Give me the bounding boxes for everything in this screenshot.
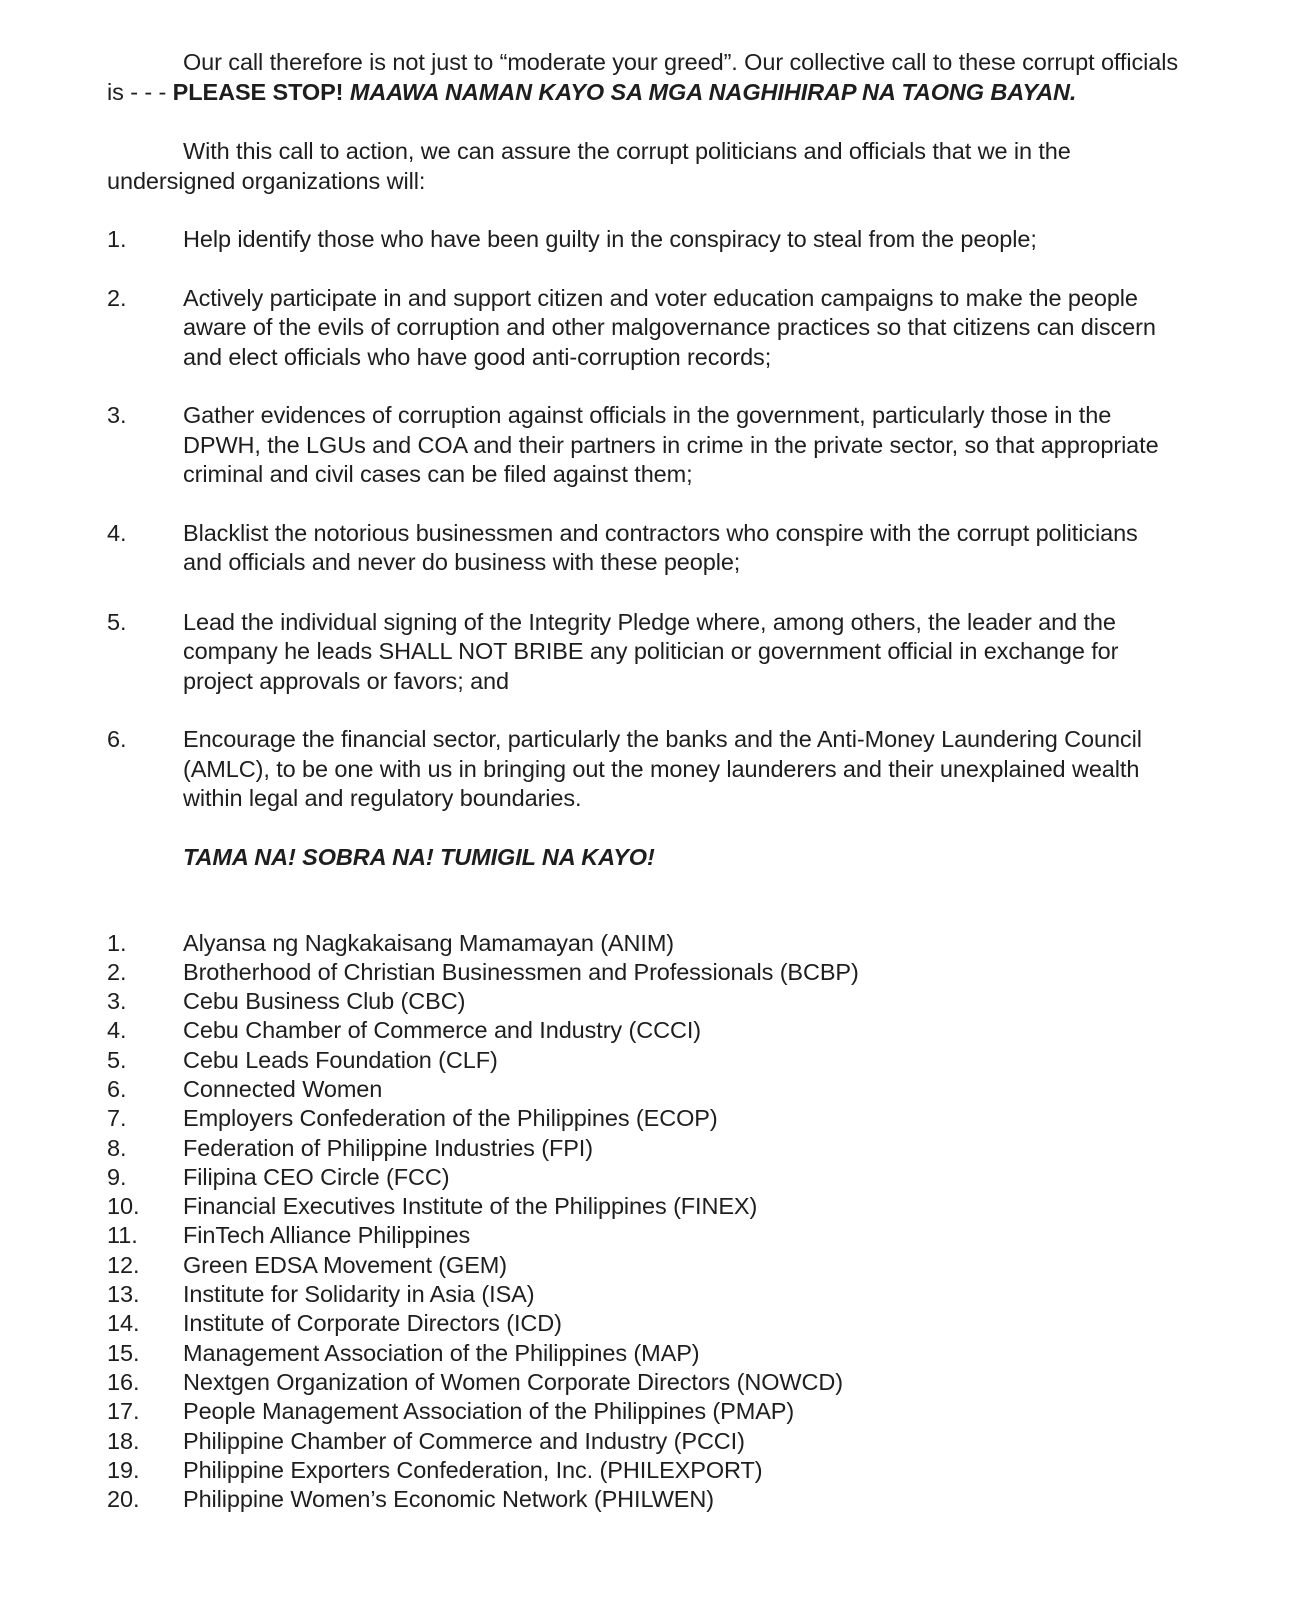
signatory-name: Management Association of the Philippines (MAP) [183,1339,700,1366]
signatory-number: 18. [107,1427,140,1454]
signatory-number: 16. [107,1368,140,1395]
signatory-number: 4. [107,1017,127,1044]
pledge-item-5 [107,608,1187,697]
signatory-number: 17. [107,1398,140,1425]
signatory-name: Alyansa ng Nagkakaisang Mamamayan (ANIM) [183,929,675,956]
signatory-number: 19. [107,1456,140,1483]
signatory-item [107,1251,1187,1280]
intro-paragraph-2: With this call to action, we can assure the corrupt politicians and officials that we in the undersigned organizations will: [107,138,1071,194]
signatory-item [107,987,1187,1016]
pledge-text: Blacklist the notorious businessmen and contractors who conspire with the corrupt politicians and officials and never do business with these people; [183,519,1138,575]
signatory-item [107,1368,1187,1397]
document-page [107,48,1187,1514]
signatory-name: Philippine Women’s Economic Network (PHILWEN) [183,1486,714,1513]
signatory-number: 10. [107,1193,140,1220]
signatory-name: Institute for Solidarity in Asia (ISA) [183,1281,535,1308]
signatory-number: 3. [107,988,127,1015]
pledge-text: Gather evidences of corruption against officials in the government, particularly those in the DPWH, the LGUs and COA and their partners in crime in the private sector, so that appropriate criminal and civil cases can be filed against them; [183,402,1159,487]
signatory-name: Connected Women [183,1075,383,1102]
signatory-item [107,1163,1187,1192]
signatory-number: 9. [107,1163,127,1190]
signatory-item [107,1456,1187,1485]
signatory-name: Nextgen Organization of Women Corporate Directors (NOWCD) [183,1368,843,1395]
signatory-number: 6. [107,1075,127,1102]
pledge-number: 2. [107,284,127,311]
intro-paragraph-1 [107,48,1187,107]
pledge-number: 1. [107,226,127,252]
signatory-item [107,1016,1187,1045]
pledge-number: 6. [107,726,127,752]
signatory-number: 13. [107,1281,140,1308]
pledge-item-6 [107,725,1187,814]
signatory-name: Employers Confederation of the Philippines (ECOP) [183,1105,718,1132]
maawa-naman-text: MAAWA NAMAN KAYO SA MGA NAGHIHIRAP NA TAONG BAYAN. [349,78,1077,105]
slogan: TAMA NA! SOBRA NA! TUMIGIL NA KAYO! [183,843,655,870]
pledge-text: Actively participate in and support citizen and voter education campaigns to make the people aware of the evils of corruption and other malgovernance practices so that citizens can discern and elect officials who have good anti-corruption records; [183,284,1156,370]
signatory-name: Cebu Business Club (CBC) [183,988,466,1015]
signatory-number: 20. [107,1486,140,1513]
signatory-item [107,1309,1187,1338]
signatory-name: People Management Association of the Philippines (PMAP) [183,1398,795,1425]
signatory-name: Brotherhood of Christian Businessmen and Professionals (BCBP) [183,958,859,985]
pledge-number: 3. [107,402,127,428]
signatory-item [107,1104,1187,1133]
pledge-item-3 [107,401,1187,490]
signatory-name: Cebu Chamber of Commerce and Industry (CCCI) [183,1017,702,1044]
please-stop-text: PLEASE STOP! [172,78,350,105]
pledge-text: Help identify those who have been guilty in the conspiracy to steal from the people; [183,226,1037,252]
signatory-item [107,1397,1187,1426]
signatory-item [107,1339,1187,1368]
signatory-item [107,929,1187,958]
signatory-item [107,1485,1187,1514]
signatory-name: Green EDSA Movement (GEM) [183,1251,507,1278]
pledge-list [107,225,1187,814]
signatory-number: 8. [107,1134,127,1161]
signatory-name: Cebu Leads Foundation (CLF) [183,1046,498,1073]
signatory-item [107,1192,1187,1221]
signatory-number: 1. [107,929,127,956]
signatory-name: Philippine Chamber of Commerce and Industry (PCCI) [183,1427,745,1454]
signatory-name: Financial Executives Institute of the Philippines (FINEX) [183,1193,758,1220]
signatory-name: FinTech Alliance Philippines [183,1222,471,1249]
signatory-name: Institute of Corporate Directors (ICD) [183,1310,562,1337]
signatory-item [107,1280,1187,1309]
pledge-text: Lead the individual signing of the Integrity Pledge where, among others, the leader and the company he leads SHALL NOT BRIBE any politician or government official in exchange for project approvals or favors; and [183,608,1119,694]
signatory-name: Federation of Philippine Industries (FPI) [183,1134,593,1161]
pledge-text: Encourage the financial sector, particularly the banks and the Anti-Money Laundering Council (AMLC), to be one with us in bringing out the money launderers and their unexplained wealth within legal and regulatory boundaries. [183,726,1142,811]
signatory-number: 7. [107,1105,127,1132]
signatory-number: 5. [107,1046,127,1073]
pledge-item-1 [107,225,1187,255]
signatory-list [107,929,1187,1515]
signatory-number: 12. [107,1251,140,1278]
signatory-number: 11. [107,1222,138,1249]
pledge-item-2 [107,284,1187,373]
signatory-name: Filipina CEO Circle (FCC) [183,1163,450,1190]
intro-paragraph-1-plain: Our call therefore is not just to “moderate your greed”. Our collective call to these corrupt officials is - - - [107,49,1178,105]
signatory-item [107,958,1187,987]
signatory-name: Philippine Exporters Confederation, Inc. (PHILEXPORT) [183,1456,763,1483]
signatory-number: 15. [107,1339,140,1366]
signatory-item [107,1221,1187,1250]
signatory-item [107,1075,1187,1104]
signatory-number: 14. [107,1310,140,1337]
signatory-item [107,1427,1187,1456]
signatory-number: 2. [107,958,127,985]
signatory-item [107,1134,1187,1163]
pledge-item-4 [107,519,1187,578]
pledge-number: 5. [107,608,127,635]
pledge-number: 4. [107,519,127,546]
signatory-item [107,1046,1187,1075]
